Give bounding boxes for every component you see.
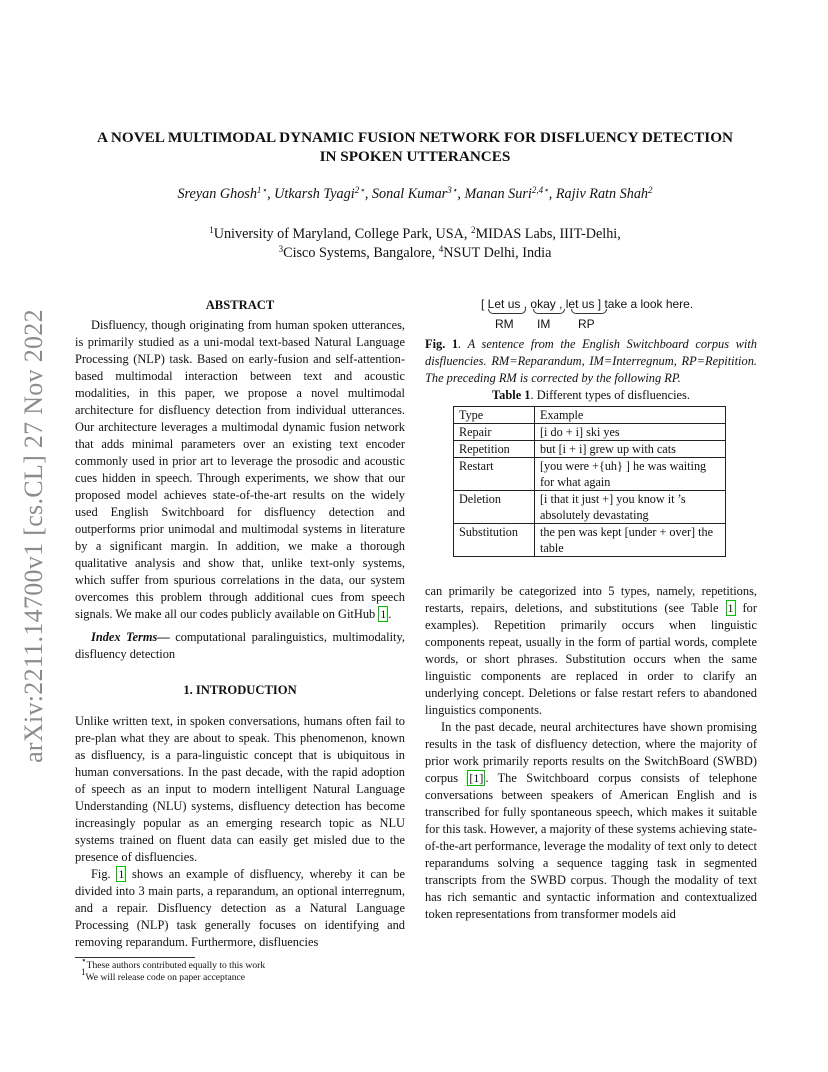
brace-rm <box>488 309 526 314</box>
figure-word-interregnum: okay <box>530 297 556 311</box>
footnote-mark: 1 <box>81 967 86 977</box>
table-caption <box>425 387 757 404</box>
index-terms <box>75 629 405 663</box>
table-cell-example: [i do + i] ski yes <box>535 424 726 441</box>
citation-link[interactable]: [1] <box>469 771 484 785</box>
author-superscript: 1⋆ <box>256 185 268 195</box>
arxiv-identifier-stamp <box>8 0 60 1072</box>
abstract-end: . <box>388 607 392 621</box>
affiliation-superscript: 1 <box>209 225 214 235</box>
affiliations <box>70 225 760 263</box>
footnote <box>75 967 405 984</box>
table-row <box>454 491 726 524</box>
table-caption-label: Table 1 <box>492 388 531 402</box>
table-cell-type: Repair <box>454 424 535 441</box>
author-name: Sreyan Ghosh <box>177 186 257 202</box>
table-cell-type: Substitution <box>454 524 535 557</box>
affiliation-superscript: 4 <box>438 244 444 254</box>
abstract-body <box>75 317 405 623</box>
table-row <box>454 424 726 441</box>
author-superscript: 3⋆ <box>447 185 458 195</box>
affiliation-line-1 <box>70 225 760 244</box>
table-cell-example: [you were +{uh} ] he was waiting for what again <box>535 458 726 491</box>
body-text: for examples). Repetition primarily occurs when linguistic components repeat, usually in the form of partial words, complete words, or short phrases. Substitution occurs when the same linguistic components are replaced in order to clarify an underlying concept. Deletions or false restart refers to abandoned linguistics components. <box>425 601 758 717</box>
figure-caption <box>425 336 757 387</box>
body-text: can primarily be categorized into 5 types, namely, repetitions, restarts, repairs, deletions, and substitutions (see Table <box>425 584 757 615</box>
index-terms-text: computational paralinguistics, multimodality, disfluency detection <box>75 630 405 661</box>
table-row <box>454 458 726 491</box>
footnote-link[interactable]: 1 <box>380 607 387 621</box>
body-paragraph-1 <box>425 583 757 719</box>
footnote-text: These authors contributed equally to this work <box>86 960 266 971</box>
author-name: Utkarsh Tyagi <box>274 186 355 202</box>
table-cell-type: Repetition <box>454 441 535 458</box>
table-cell-example: but [i + i] grew up with cats <box>535 441 726 458</box>
label-rp: RP <box>578 317 595 331</box>
label-im: IM <box>537 317 551 331</box>
figure-caption-text: . A sentence from the English Switchboard corpus with disfluencies. RM=Reparandum, IM=Interregnum, RP=Repitition. The preceding RM is corrected by the following RP. <box>425 337 757 385</box>
title-line-2: IN SPOKEN UTTERANCES <box>319 148 511 165</box>
intro-text: shows an example of disfluency, whereby it can be divided into 3 main parts, a reparandum, an optional interregnum, and a repair. Disfluency detection as a Natural Language Processing (NLP) task generally focuses on identifying and removing reparandum. Furthermore, disfluencies <box>75 867 406 949</box>
right-column <box>425 296 757 923</box>
figure-word-repair: let us <box>565 297 595 311</box>
author-name: Sonal Kumar <box>371 186 448 202</box>
paper-title <box>70 128 760 166</box>
author-superscript: 2 <box>648 185 653 195</box>
figure-link[interactable]: 1 <box>118 867 125 881</box>
table-link[interactable]: 1 <box>727 601 734 615</box>
affiliation-text: NSUT Delhi, India <box>443 245 552 261</box>
intro-heading: 1. INTRODUCTION <box>183 683 297 697</box>
author-name: Rajiv Ratn Shah <box>555 186 649 202</box>
table-cell-type: Restart <box>454 458 535 491</box>
affiliation-text: Cisco Systems, Bangalore, <box>283 245 439 261</box>
figure-separator: , <box>555 297 566 311</box>
footnote <box>75 955 405 972</box>
table-cell-example: [i that it just +] you know it ’s absolutely devastating <box>535 491 726 524</box>
author-name: Manan Suri <box>464 186 532 202</box>
affiliation-text: University of Maryland, College Park, USA, <box>213 226 472 242</box>
abstract-text: Disfluency, though originating from human spoken utterances, is primarily studied as a uni-modal text-based Natural Language Processing (NLP) task. Based on early-fusion and self-attention-based multimodal interaction between text and acoustic modalities, in this paper, we propose a novel multimodal architecture for disfluency detection from individual utterances. Our architecture leverages a multimodal dynamic fusion network that adds minimal parameters over an existing text encoder commonly used in prior art to leverage the prosodic and acoustic cues hidden in speech. Through experiments, we show that our proposed model achieves state-of-the-art results on the widely used English Switchboard for disfluency detection and outperforms prior unimodal and multimodal systems in literature by a significant margin. In addition, we make a thorough qualitative analysis and show that, unlike text-only systems, which suffer from spurious correlations in the data, our system overcomes this problem through additional cues from speech signals. We make all our codes publicly available on GitHub <box>75 318 405 621</box>
table-cell-example: the pen was kept [under + over] the table <box>535 524 726 557</box>
intro-paragraph-1: Unlike written text, in spoken conversations, humans often fail to pre-plan what they are about to speak. This phenomenon, known as disfluency, is a para-linguistic concept that is ubiquitous in human conversations. In the past decade, with the rapid adoption of speech as an input to modern intelligent Natural Language Understanding (NLU) systems, disfluency detection has become increasingly popular as an emerging research topic as NLU systems trained on fluent data can easily get misled due to the presence of disfluencies. <box>75 714 405 864</box>
arxiv-stamp-text: arXiv:2211.14700v1 [cs.CL] 27 Nov 2022 <box>19 309 48 763</box>
figure-word-reparandum: Let us <box>487 297 521 311</box>
affiliation-line-2 <box>70 244 760 263</box>
figure-1 <box>425 296 757 336</box>
table-row <box>454 441 726 458</box>
affiliation-text: MIDAS Labs, IIIT-Delhi, <box>475 226 621 242</box>
disfluency-types-table <box>453 406 726 557</box>
table-header-row <box>454 407 726 424</box>
figure-caption-label: Fig. 1 <box>425 337 459 351</box>
body-text: In the past decade, neural architectures have shown promising results in the task of disfluency detection, where the majority of prior work primarily reports results on the SwitchBoard (SWBD) corpus <box>425 720 757 785</box>
brace-im <box>533 309 565 314</box>
footnote-divider <box>75 957 195 958</box>
table-caption-text: . Different types of disfluencies. <box>530 388 690 402</box>
author-superscript: 2,4⋆ <box>531 185 549 195</box>
table-header-cell: Example <box>535 407 726 424</box>
label-rm: RM <box>495 317 514 331</box>
affiliation-superscript: 2 <box>471 225 476 235</box>
left-column <box>75 297 405 984</box>
footnote-text: We will release code on paper acceptance <box>85 972 246 983</box>
table-row <box>454 524 726 557</box>
table-cell-type: Deletion <box>454 491 535 524</box>
author-superscript: 2⋆ <box>354 185 365 195</box>
affiliation-superscript: 3 <box>278 244 284 254</box>
intro-paragraph-2 <box>75 866 405 951</box>
figure-sentence-rest: ] take a look here. <box>594 297 694 311</box>
body-text: . The Switchboard corpus consists of telephone conversations between speakers of American English and is transcribed for fully spontaneous speech, which makes it suitable for this task. However, a majority of these systems achieving state-of-the-art performance, leverage the modality of text only to detect reparandums solving a sequence tagging task in segmented transcripts from the SWBD corpus. Though the modality of text has rich semantic and syntactic information and contextualized token representations from transformer models aid <box>425 771 757 921</box>
index-terms-label: Index Terms— <box>91 630 170 644</box>
abstract-heading: ABSTRACT <box>205 298 275 312</box>
table-header-cell: Type <box>454 407 535 424</box>
bracket-open: [ <box>481 297 488 311</box>
footnote-mark: ⋆ <box>81 955 87 965</box>
figure-separator: , <box>520 297 531 311</box>
brace-rp <box>571 309 607 314</box>
author-list: Sreyan Ghosh$^{1⋆}$, Utkarsh Tyagi$^{2⋆}$, Sonal Kumar$^{3⋆}$, Manan Suri$^{2,4⋆}$, Rajiv Ratn Shah$^2$ <box>177 185 653 202</box>
intro-text: Fig. <box>91 867 117 881</box>
body-paragraph-2 <box>425 719 757 923</box>
title-line-1: A NOVEL MULTIMODAL DYNAMIC FUSION NETWORK FOR DISFLUENCY DETECTION <box>97 129 733 146</box>
